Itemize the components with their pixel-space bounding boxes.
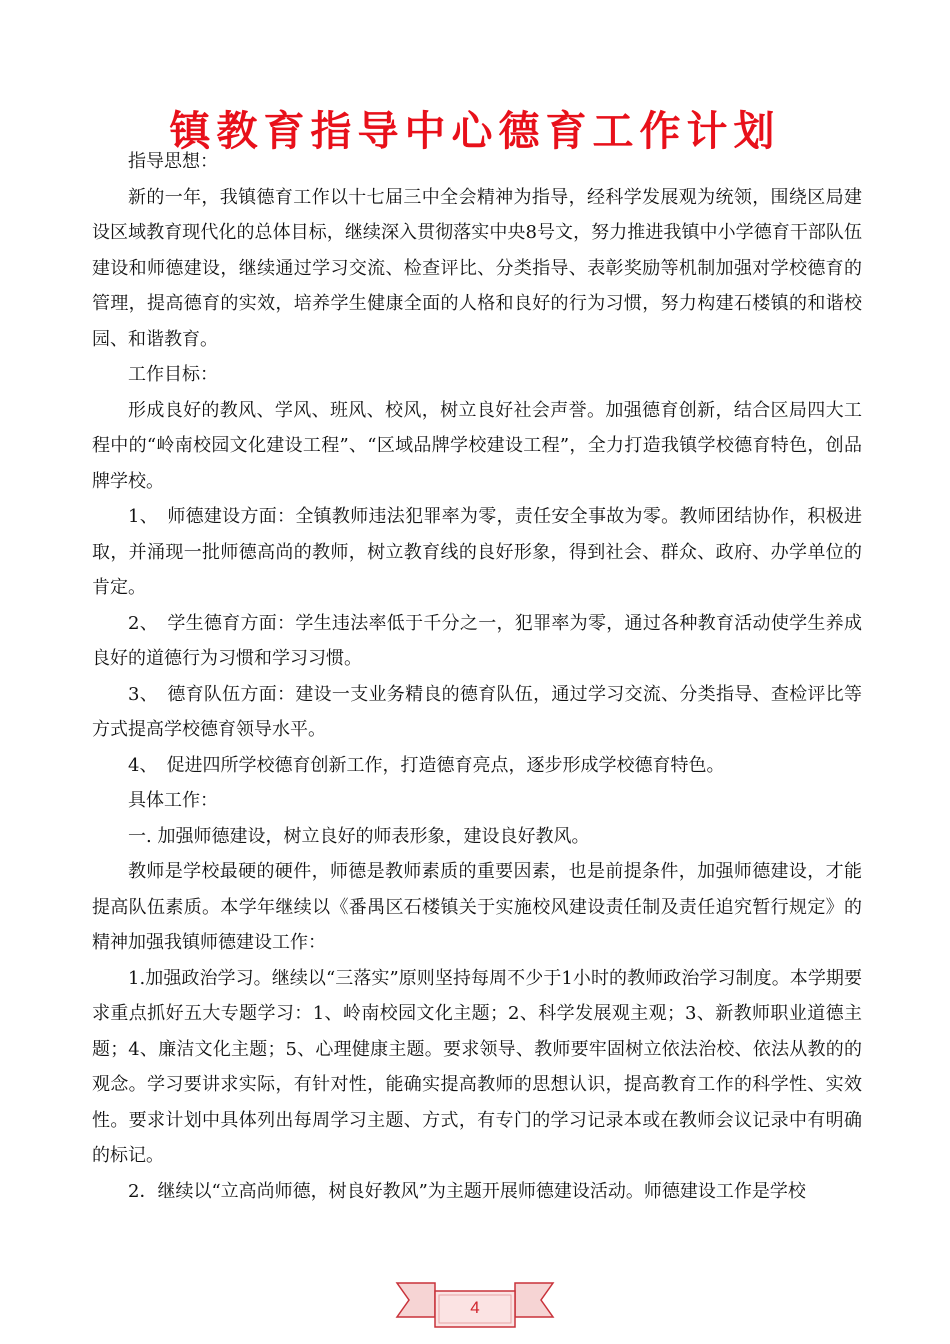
paragraph: 2、 学生德育方面：学生违法率低于千分之一，犯罪率为零，通过各种教育活动使学生养成良好的道德行为习惯和学习习惯。 <box>92 612 862 669</box>
paragraph: 1、 师德建设方面：全镇教师违法犯罪率为零，责任安全事故为零。教师团结协作，积极进取，并涌现一批师德高尚的教师，树立教育线的良好形象，得到社会、群众、政府、办学单位的肯定。 <box>92 506 862 598</box>
paragraph: 具体工作： <box>128 790 218 811</box>
paragraph: 一. 加强师德建设，树立良好的师表形象，建设良好教风。 <box>128 825 590 847</box>
paragraph: 1.加强政治学习。继续以“三落实”原则坚持每周不少于1小时的教师政治学习制度。本学期要求重点抓好五大专题学习：1、岭南校园文化主题；2、科学发展观主观；3、新教师职业道德主题；4、廉洁文化主题；5、心理健康主题。要求领导、教师要牢固树立依法治校、依法从教的的观念。学习要讲求实际，有针对性，能确实提高教师的思想认识，提高教育工作的科学性、实效性。要求计划中具体列出每周学习主题、方式，有专门的学习记录本或在教师会议记录中有明确的标记。 <box>92 967 862 1166</box>
paragraph: 指导思想： <box>128 151 218 172</box>
paragraph: 3、 德育队伍方面：建设一支业务精良的德育队伍，通过学习交流、分类指导、查检评比等方式提高学校德育领导水平。 <box>92 683 862 740</box>
document-body <box>92 144 862 1209</box>
paragraph: 2．继续以“立高尚师德，树良好教风”为主题开展师德建设活动。师德建设工作是学校 <box>128 1180 806 1202</box>
document-title: 镇教育指导中心德育工作计划 <box>169 107 781 155</box>
paragraph: 教师是学校最硬的硬件，师德是教师素质的重要因素，也是前提条件，加强师德建设，才能提高队伍素质。本学年继续以《番禺区石楼镇关于实施校风建设责任制及责任追究暂行规定》的精神加强我镇师德建设工作： <box>92 861 862 953</box>
paragraph: 4、 促进四所学校德育创新工作，打造德育亮点，逐步形成学校德育特色。 <box>128 754 725 776</box>
page-number: 4 <box>470 1298 480 1317</box>
paragraph: 形成良好的教风、学风、班风、校风，树立良好社会声誉。加强德育创新，结合区局四大工程中的“岭南校园文化建设工程”、“区域品牌学校建设工程”，全力打造我镇学校德育特色，创品牌学校。 <box>92 399 862 492</box>
paragraph: 新的一年，我镇德育工作以十七届三中全会精神为指导，经科学发展观为统领，围绕区局建设区域教育现代化的总体目标，继续深入贯彻落实中央8号文，努力推进我镇中小学德育干部队伍建设和师德建设，继续通过学习交流、检查评比、分类指导、表彰奖励等机制加强对学校德育的管理，提高德育的实效，培养学生健康全面的人格和良好的行为习惯，努力构建石楼镇的和谐校园、和谐教育。 <box>92 186 862 350</box>
paragraph: 工作目标： <box>128 364 218 385</box>
